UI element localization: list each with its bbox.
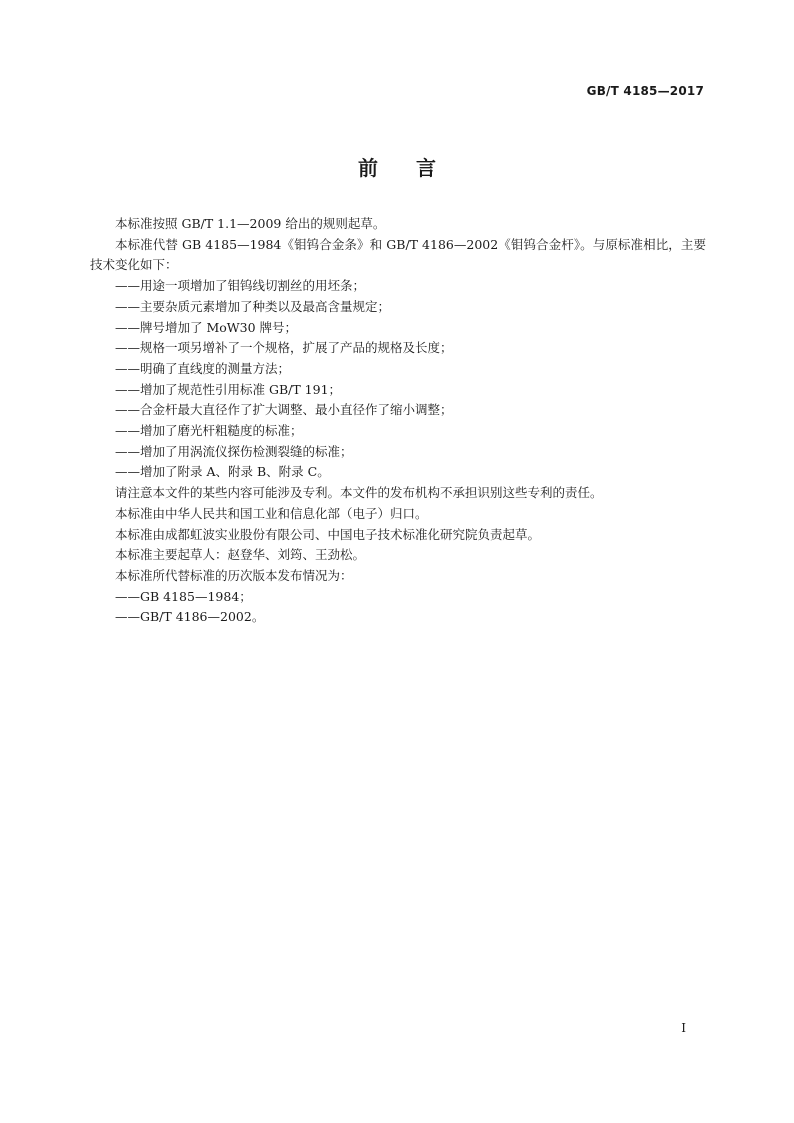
list-item: ——合金杆最大直径作了扩大调整、最小直径作了缩小调整；: [115, 402, 453, 418]
list-item: ——GB/T 4186—2002。: [115, 609, 265, 625]
page-number: I: [681, 1021, 686, 1035]
list-item: ——增加了规范性引用标准 GB/T 191；: [115, 381, 342, 397]
list-item: ——明确了直线度的测量方法；: [115, 360, 291, 376]
page-title: 前言: [358, 156, 474, 180]
paragraph: 本标准主要起草人：赵登华、刘筠、王劲松。: [115, 547, 366, 563]
list-item: ——GB 4185—1984；: [115, 588, 252, 604]
paragraph: 本标准代替 GB 4185—1984《钼钨合金条》和 GB/T 4186—2002《钼钨合金杆》。与原标准相比，主要技术变化如下：: [90, 236, 706, 273]
paragraph: 本标准所代替标准的历次版本发布情况为：: [115, 567, 353, 583]
paragraph: 请注意本文件的某些内容可能涉及专利。本文件的发布机构不承担识别这些专利的责任。: [115, 485, 603, 501]
foreword-body: [90, 214, 706, 628]
list-item: ——增加了用涡流仪探伤检测裂缝的标准；: [115, 443, 353, 459]
standard-code: GB/T 4185—2017: [586, 84, 704, 98]
paragraph: 本标准由中华人民共和国工业和信息化部（电子）归口。: [115, 505, 428, 521]
list-item: ——主要杂质元素增加了种类以及最高含量规定；: [115, 298, 391, 314]
list-item: ——牌号增加了 MoW30 牌号；: [115, 319, 298, 335]
paragraph: 本标准按照 GB/T 1.1—2009 给出的规则起草。: [115, 216, 386, 231]
list-item: ——规格一项另增补了一个规格，扩展了产品的规格及长度；: [115, 340, 453, 356]
list-item: ——用途一项增加了钼钨线切割丝的用坯条；: [115, 278, 366, 294]
list-item: ——增加了附录 A、附录 B、附录 C。: [115, 464, 330, 480]
list-item: ——增加了磨光杆粗糙度的标准；: [115, 423, 303, 439]
paragraph: 本标准由成都虹波实业股份有限公司、中国电子技术标准化研究院负责起草。: [115, 526, 541, 542]
